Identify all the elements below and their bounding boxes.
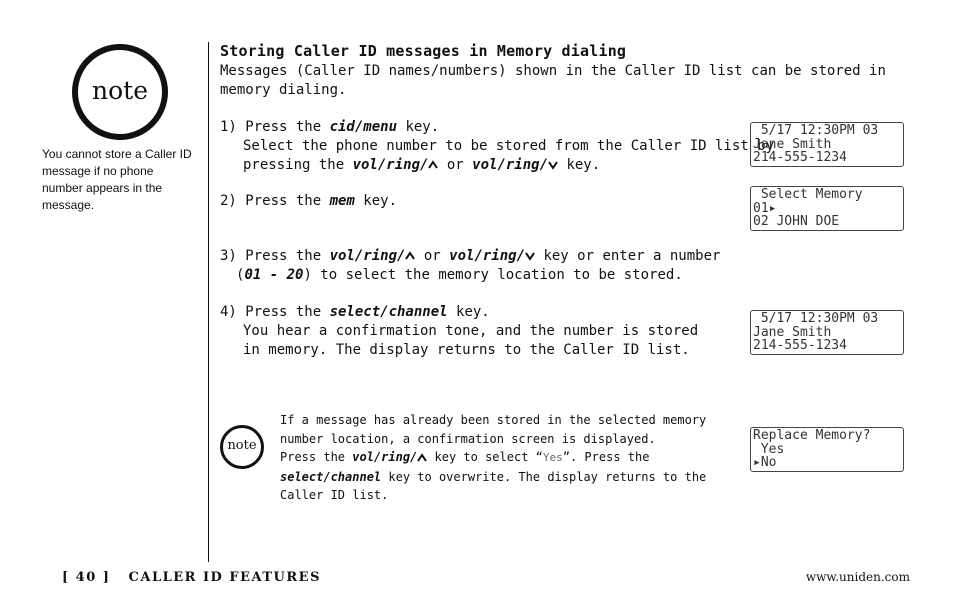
section-intro: Messages (Caller ID names/numbers) shown in the Caller ID list can be stored in memory dialing. xyxy=(220,63,886,98)
note-text: If a message has already been stored in the selected memory number location, a confirmation screen is displayed. Press the vol/ring/ key to select “Yes”. Press the select/channel key to overwrite. The display returns to the Caller ID list. xyxy=(280,413,707,502)
note-icon-small xyxy=(220,425,264,469)
footer-page-label: [ 40 ] CALLER ID FEATURES xyxy=(62,570,321,585)
lcd-display-2: Select Memory 01▸ 02 JOHN DOE xyxy=(750,186,904,231)
up-arrow-icon xyxy=(428,160,438,170)
up-arrow-icon xyxy=(417,453,427,463)
step-1: 1) Press the cid/menu key. Select the phone number to be stored from the Caller ID list by pressing the vol/ring/ or vol/ring/ key. xyxy=(220,119,775,173)
step-4: 4) Press the select/channel key. You hear a confirmation tone, and the number is stored in memory. The display returns to the Caller ID list. xyxy=(220,304,699,358)
divider xyxy=(208,42,209,562)
step-3: 3) Press the vol/ring/ or vol/ring/ key or enter a number (01 - 20) to select the memory location to be stored. xyxy=(220,248,721,283)
note-icon xyxy=(72,44,168,140)
section-heading: Storing Caller ID messages in Memory dialing xyxy=(220,42,627,60)
cursor-icon: ▸ xyxy=(753,455,761,470)
note-icon-label: note xyxy=(92,76,148,105)
down-arrow-icon xyxy=(548,160,558,170)
note-icon-small-label: note xyxy=(227,438,257,453)
side-note: You cannot store a Caller ID message if no phone number appears in the message. xyxy=(42,147,192,212)
footer-url: www.uniden.com xyxy=(805,570,910,584)
lcd-display-1: 5/17 12:30PM 03 Jane Smith 214-555-1234 xyxy=(750,122,904,167)
lcd-display-3: 5/17 12:30PM 03 Jane Smith 214-555-1234 xyxy=(750,310,904,355)
up-arrow-icon xyxy=(405,251,415,261)
step-2: 2) Press the mem key. xyxy=(220,193,398,209)
down-arrow-icon xyxy=(525,251,535,261)
lcd-display-4: Replace Memory? Yes ▸No xyxy=(750,427,904,472)
cursor-icon: ▸ xyxy=(768,200,777,216)
